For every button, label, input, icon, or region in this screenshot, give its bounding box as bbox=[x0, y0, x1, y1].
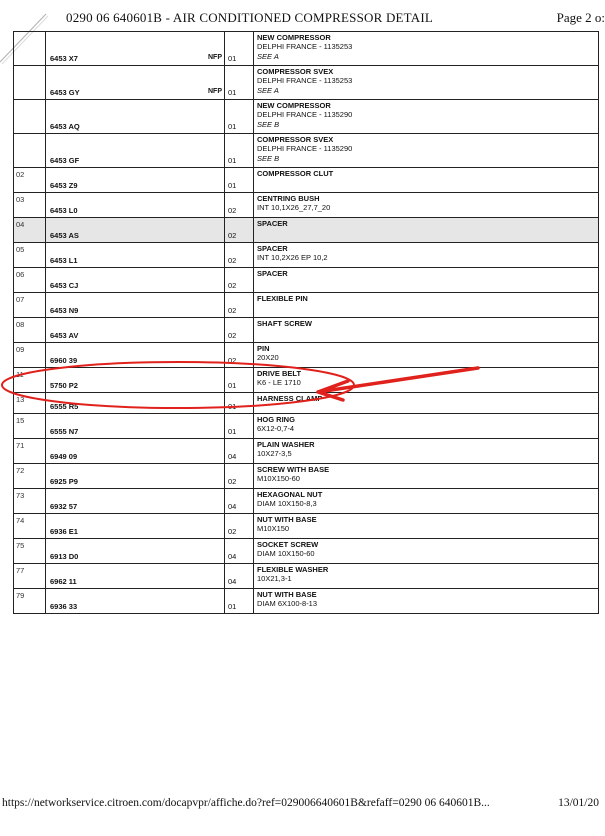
part-name: SPACER bbox=[257, 244, 288, 253]
part-name: PLAIN WASHER bbox=[257, 440, 315, 449]
position-cell: 79 bbox=[14, 589, 46, 614]
position-cell: 07 bbox=[14, 293, 46, 318]
part-name: SPACER bbox=[257, 269, 288, 278]
nfp-flag: NFP bbox=[208, 88, 222, 96]
position-cell: 13 bbox=[14, 393, 46, 414]
table-row bbox=[14, 368, 599, 393]
quantity-cell bbox=[225, 243, 254, 268]
position-cell bbox=[14, 32, 46, 66]
position-cell bbox=[14, 134, 46, 168]
table-row bbox=[14, 66, 599, 100]
reference-cell bbox=[46, 564, 225, 589]
part-name: SOCKET SCREW bbox=[257, 540, 319, 549]
see-note: SEE B bbox=[257, 153, 280, 163]
part-name: NEW COMPRESSOR bbox=[257, 33, 331, 42]
quantity-value: 02 bbox=[228, 476, 237, 486]
table-row bbox=[14, 539, 599, 564]
quantity-cell bbox=[225, 268, 254, 293]
part-reference: 6913 D0 bbox=[50, 551, 79, 561]
description-cell bbox=[254, 414, 599, 439]
quantity-cell bbox=[225, 66, 254, 100]
table-row bbox=[14, 343, 599, 368]
quantity-cell bbox=[225, 514, 254, 539]
part-reference: 6453 CJ bbox=[50, 280, 79, 290]
quantity-value: 01 bbox=[228, 155, 237, 165]
position-cell: 72 bbox=[14, 464, 46, 489]
part-name: HEXAGONAL NUT bbox=[257, 490, 323, 499]
position-cell: 77 bbox=[14, 564, 46, 589]
table-row bbox=[14, 564, 599, 589]
description-cell bbox=[254, 293, 599, 318]
description-cell bbox=[254, 32, 599, 66]
part-reference: 6453 AS bbox=[50, 230, 79, 240]
part-reference: 6960 39 bbox=[50, 355, 78, 365]
reference-cell bbox=[46, 539, 225, 564]
quantity-cell bbox=[225, 293, 254, 318]
description-cell bbox=[254, 589, 599, 614]
part-name: NUT WITH BASE bbox=[257, 590, 317, 599]
position-cell: 05 bbox=[14, 243, 46, 268]
quantity-cell bbox=[225, 414, 254, 439]
part-name: HARNESS CLAMP bbox=[257, 394, 323, 403]
quantity-value: 04 bbox=[228, 451, 237, 461]
description-cell bbox=[254, 134, 599, 168]
position-cell: 73 bbox=[14, 489, 46, 514]
part-reference: 6962 11 bbox=[50, 576, 77, 586]
part-reference: 6932 57 bbox=[50, 501, 78, 511]
part-spec: M10X150-60 bbox=[257, 474, 300, 484]
part-name: NEW COMPRESSOR bbox=[257, 101, 331, 110]
quantity-cell bbox=[225, 193, 254, 218]
part-reference: 6453 GY bbox=[50, 87, 80, 97]
nfp-flag: NFP bbox=[208, 54, 222, 62]
reference-cell bbox=[46, 293, 225, 318]
part-reference: 6949 09 bbox=[50, 451, 78, 461]
quantity-cell bbox=[225, 343, 254, 368]
reference-cell bbox=[46, 32, 225, 66]
quantity-value: 01 bbox=[228, 380, 237, 390]
quantity-value: 02 bbox=[228, 330, 237, 340]
description-cell bbox=[254, 193, 599, 218]
description-cell bbox=[254, 564, 599, 589]
table-row bbox=[14, 489, 599, 514]
reference-cell bbox=[46, 218, 225, 243]
table-row bbox=[14, 193, 599, 218]
quantity-value: 04 bbox=[228, 501, 237, 511]
quantity-value: 01 bbox=[228, 53, 237, 63]
position-cell: 02 bbox=[14, 168, 46, 193]
quantity-cell bbox=[225, 168, 254, 193]
description-cell bbox=[254, 66, 599, 100]
part-name: COMPRESSOR SVEX bbox=[257, 135, 334, 144]
table-row bbox=[14, 589, 599, 614]
part-spec: 10X27-3,5 bbox=[257, 449, 292, 459]
table-row bbox=[14, 439, 599, 464]
reference-cell bbox=[46, 514, 225, 539]
part-name: COMPRESSOR SVEX bbox=[257, 67, 334, 76]
position-cell: 71 bbox=[14, 439, 46, 464]
quantity-value: 02 bbox=[228, 205, 237, 215]
part-spec: DIAM 6X100-8-13 bbox=[257, 599, 318, 609]
parts-table-body bbox=[14, 32, 599, 614]
reference-cell bbox=[46, 318, 225, 343]
table-row bbox=[14, 318, 599, 343]
quantity-cell bbox=[225, 318, 254, 343]
description-cell bbox=[254, 243, 599, 268]
quantity-cell bbox=[225, 218, 254, 243]
part-name: NUT WITH BASE bbox=[257, 515, 317, 524]
reference-cell bbox=[46, 464, 225, 489]
quantity-cell bbox=[225, 489, 254, 514]
part-spec: 10X21,3-1 bbox=[257, 574, 292, 584]
part-spec: 6X12-0,7-4 bbox=[257, 424, 295, 434]
description-cell bbox=[254, 218, 599, 243]
reference-cell bbox=[46, 439, 225, 464]
quantity-cell bbox=[225, 464, 254, 489]
table-row bbox=[14, 168, 599, 193]
reference-cell bbox=[46, 134, 225, 168]
part-name: HOG RING bbox=[257, 415, 295, 424]
table-row bbox=[14, 414, 599, 439]
position-cell: 03 bbox=[14, 193, 46, 218]
part-spec: M10X150 bbox=[257, 524, 290, 534]
reference-cell bbox=[46, 343, 225, 368]
description-cell bbox=[254, 168, 599, 193]
position-cell: 06 bbox=[14, 268, 46, 293]
part-spec: DELPHI FRANCE - 1135290 bbox=[257, 144, 353, 154]
description-cell bbox=[254, 439, 599, 464]
parts-table bbox=[13, 31, 599, 614]
quantity-value: 02 bbox=[228, 230, 237, 240]
part-reference: 6453 L0 bbox=[50, 205, 78, 215]
quantity-value: 01 bbox=[228, 180, 237, 190]
description-cell bbox=[254, 489, 599, 514]
part-name: PIN bbox=[257, 344, 270, 353]
reference-cell bbox=[46, 168, 225, 193]
part-reference: 6453 X7 bbox=[50, 53, 78, 63]
quantity-cell bbox=[225, 564, 254, 589]
table-row bbox=[14, 268, 599, 293]
quantity-cell bbox=[225, 100, 254, 134]
see-note: SEE B bbox=[257, 119, 280, 129]
part-reference: 6555 N7 bbox=[50, 426, 79, 436]
description-cell bbox=[254, 100, 599, 134]
part-name: CENTRING BUSH bbox=[257, 194, 320, 203]
position-cell: 74 bbox=[14, 514, 46, 539]
part-reference: 5750 P2 bbox=[50, 380, 78, 390]
reference-cell bbox=[46, 393, 225, 414]
part-spec bbox=[257, 328, 598, 337]
part-spec bbox=[257, 178, 598, 187]
position-cell: 75 bbox=[14, 539, 46, 564]
see-note: SEE A bbox=[257, 85, 279, 95]
description-cell bbox=[254, 393, 599, 414]
part-reference: 6453 N9 bbox=[50, 305, 79, 315]
part-spec: K6 - LE 1710 bbox=[257, 378, 301, 388]
reference-cell bbox=[46, 193, 225, 218]
quantity-cell bbox=[225, 439, 254, 464]
quantity-value: 02 bbox=[228, 305, 237, 315]
footer-url: https://networkservice.citroen.com/docapvpr/affiche.do?ref=029006640601B&refaff=0290 06 640601B... bbox=[2, 797, 490, 809]
position-cell: 04 bbox=[14, 218, 46, 243]
see-note: SEE A bbox=[257, 51, 279, 61]
part-spec: 20X20 bbox=[257, 353, 279, 363]
part-reference: 6555 R5 bbox=[50, 401, 79, 411]
reference-cell bbox=[46, 368, 225, 393]
part-name: COMPRESSOR CLUT bbox=[257, 169, 334, 178]
table-row bbox=[14, 243, 599, 268]
quantity-value: 02 bbox=[228, 255, 237, 265]
page-number: Page 2 o: bbox=[556, 10, 605, 25]
quantity-value: 04 bbox=[228, 576, 237, 586]
position-cell: 15 bbox=[14, 414, 46, 439]
quantity-value: 01 bbox=[228, 87, 237, 97]
reference-cell bbox=[46, 243, 225, 268]
quantity-value: 04 bbox=[228, 551, 237, 561]
description-cell bbox=[254, 514, 599, 539]
part-spec: DIAM 10X150-60 bbox=[257, 549, 315, 559]
position-cell bbox=[14, 100, 46, 134]
position-cell: 08 bbox=[14, 318, 46, 343]
part-name: DRIVE BELT bbox=[257, 369, 302, 378]
footer-date: 13/01/20 bbox=[558, 797, 599, 809]
quantity-cell bbox=[225, 539, 254, 564]
part-spec bbox=[257, 303, 598, 312]
reference-cell bbox=[46, 100, 225, 134]
reference-cell bbox=[46, 66, 225, 100]
table-row bbox=[14, 134, 599, 168]
description-cell bbox=[254, 268, 599, 293]
table-row bbox=[14, 32, 599, 66]
part-name: SCREW WITH BASE bbox=[257, 465, 330, 474]
part-reference: 6453 L1 bbox=[50, 255, 78, 265]
description-cell bbox=[254, 343, 599, 368]
quantity-cell bbox=[225, 589, 254, 614]
description-cell bbox=[254, 539, 599, 564]
table-row bbox=[14, 393, 599, 414]
part-spec: DELPHI FRANCE - 1135253 bbox=[257, 76, 353, 86]
quantity-cell bbox=[225, 393, 254, 414]
table-row bbox=[14, 464, 599, 489]
quantity-value: 02 bbox=[228, 280, 237, 290]
part-name: FLEXIBLE PIN bbox=[257, 294, 308, 303]
quantity-cell bbox=[225, 368, 254, 393]
part-spec: DIAM 10X150-8,3 bbox=[257, 499, 317, 509]
quantity-value: 01 bbox=[228, 601, 237, 611]
quantity-value: 01 bbox=[228, 401, 237, 411]
part-spec: DELPHI FRANCE - 1135290 bbox=[257, 110, 353, 120]
description-cell bbox=[254, 318, 599, 343]
description-cell bbox=[254, 464, 599, 489]
table-row bbox=[14, 514, 599, 539]
position-cell: 09 bbox=[14, 343, 46, 368]
quantity-value: 01 bbox=[228, 426, 237, 436]
table-row bbox=[14, 293, 599, 318]
part-spec bbox=[257, 278, 598, 287]
part-reference: 6453 AQ bbox=[50, 121, 80, 131]
table-row bbox=[14, 218, 599, 243]
reference-cell bbox=[46, 414, 225, 439]
position-cell bbox=[14, 66, 46, 100]
document-title: 0290 06 640601B - AIR CONDITIONED COMPRESSOR DETAIL bbox=[66, 10, 434, 25]
part-reference: 6936 E1 bbox=[50, 526, 78, 536]
quantity-cell bbox=[225, 134, 254, 168]
part-name: SHAFT SCREW bbox=[257, 319, 312, 328]
part-spec: INT 10,1X26_27,7_20 bbox=[257, 203, 331, 213]
part-spec bbox=[257, 403, 598, 412]
part-reference: 6453 GF bbox=[50, 155, 80, 165]
reference-cell bbox=[46, 489, 225, 514]
part-spec: INT 10,2X26 EP 10,2 bbox=[257, 253, 328, 263]
reference-cell bbox=[46, 268, 225, 293]
part-spec: DELPHI FRANCE - 1135253 bbox=[257, 42, 353, 52]
table-row bbox=[14, 100, 599, 134]
part-spec bbox=[257, 228, 598, 237]
part-reference: 6453 AV bbox=[50, 330, 79, 340]
part-reference: 6925 P9 bbox=[50, 476, 78, 486]
part-name: FLEXIBLE WASHER bbox=[257, 565, 329, 574]
reference-cell bbox=[46, 589, 225, 614]
quantity-value: 02 bbox=[228, 526, 237, 536]
part-reference: 6453 Z9 bbox=[50, 180, 78, 190]
quantity-value: 01 bbox=[228, 121, 237, 131]
position-cell: 11 bbox=[14, 368, 46, 393]
part-reference: 6936 33 bbox=[50, 601, 78, 611]
part-name: SPACER bbox=[257, 219, 288, 228]
quantity-cell bbox=[225, 32, 254, 66]
quantity-value: 02 bbox=[228, 355, 237, 365]
description-cell bbox=[254, 368, 599, 393]
